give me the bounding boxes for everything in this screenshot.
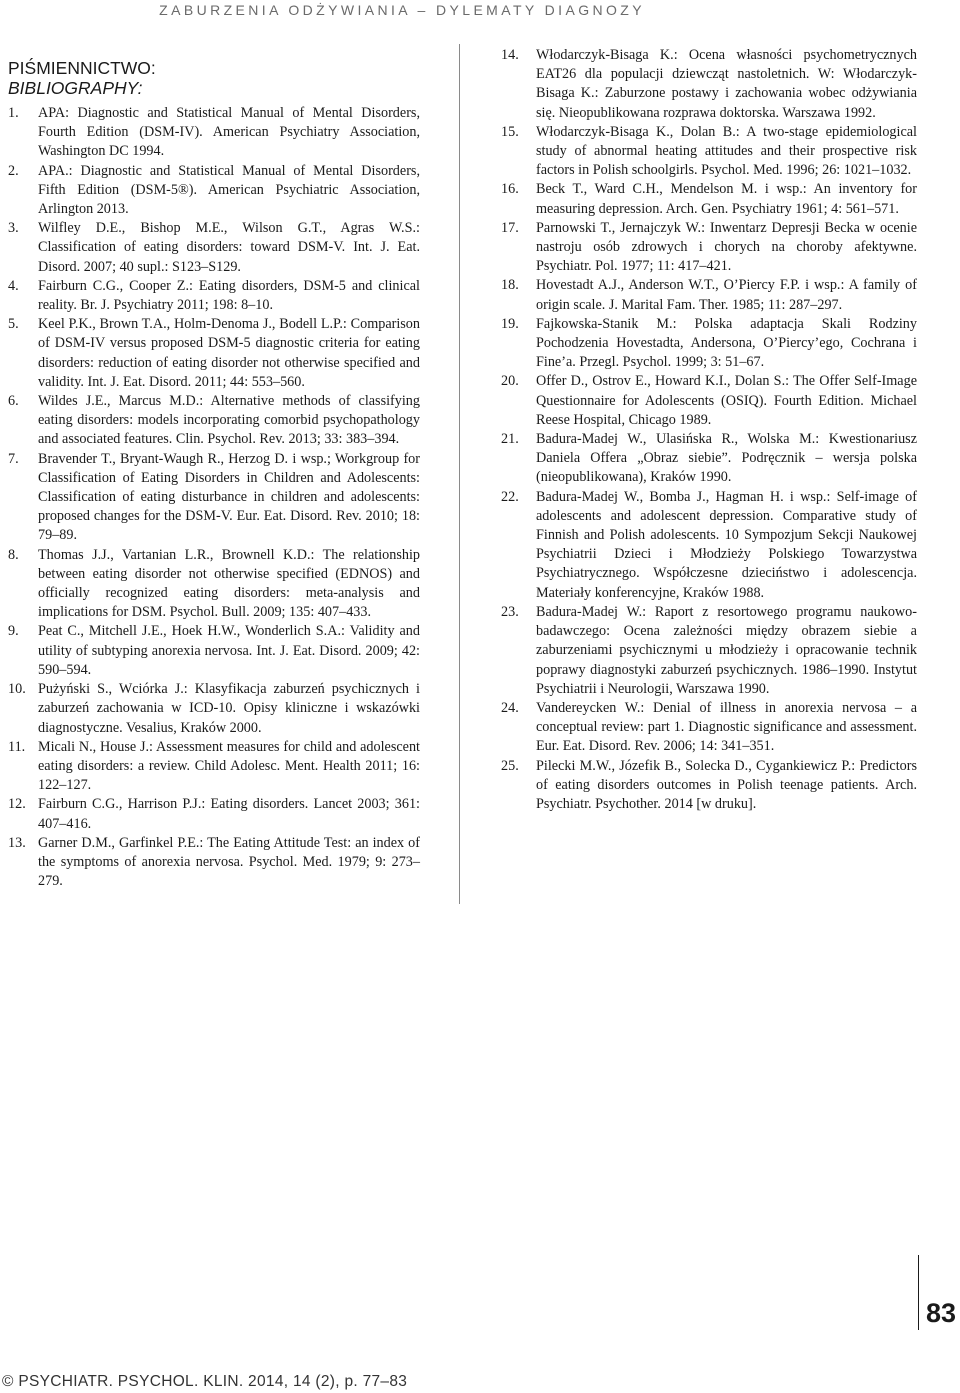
reference-text: Badura-Madej W.: Raport z resortowego programu naukowo-badawczego: Ocena zależności między obrazem siebie a zaburzeniami psychicznymi u młodzieży i opracowanie technik poprawy diagnostyki zaburzeń psychicznych. 1986–1990. Instytut Psychiatrii i Neurologii, Warszawa 1990.: [536, 603, 917, 697]
reference-text: Badura-Madej W., Ulasińska R., Wolska M.: Kwestionariusz Daniela Offera „Obraz siebie”. Podręcznik – wersja polska (nieopublikowana), Kraków 1990.: [536, 431, 917, 486]
reference-text: Thomas J.J., Vartanian L.R., Brownell K.D.: The relationship between eating disorder not otherwise specified (EDNOS) and officially recognized eating disorders: meta-analysis and implications for DSM. Psychol. Bull. 2009; 135: 407–433.: [38, 546, 420, 621]
reference-text: Pilecki M.W., Józefik B., Solecka D., Cygankiewicz P.: Predictors of eating disorders outcomes in Polish teenage patients. Arch. Psychiatr. Psychother. 2014 [w druku].: [536, 757, 917, 812]
references-column-right: [501, 46, 917, 814]
reference-number: 14.: [501, 47, 519, 63]
page-number: 83: [926, 1298, 957, 1328]
reference-item: [501, 180, 917, 218]
reference-text: Keel P.K., Brown T.A., Holm-Denoma J., Bodell L.P.: Comparison of DSM-IV versus proposed DSM-5 diagnostic criteria for eating disorders: reduction of eating disorder not otherwise specified and validity. Int. J. Eat. Disord. 2011; 44: 553–560.: [38, 316, 420, 390]
reference-item: [8, 622, 420, 680]
reference-number: 25.: [501, 757, 519, 774]
reference-item: [501, 372, 917, 430]
references-column-left: [8, 46, 420, 891]
reference-list-left: [8, 104, 420, 891]
reference-item: [8, 795, 420, 833]
reference-item: [501, 488, 917, 603]
reference-item: [8, 450, 420, 546]
reference-item: [8, 680, 420, 738]
reference-text: Bravender T., Bryant-Waugh R., Herzog D. i wsp.; Workgroup for Classification of Eating Disorders in Children and Adolescents: Classification of eating disturbance in children and adolescents: proposed changes for the DSM-V. Eur. Eat. Disord. Rev. 2010; 18: 79–89.: [38, 450, 420, 544]
reference-item: [501, 315, 917, 373]
reference-number: 23.: [501, 603, 519, 620]
reference-item: [501, 276, 917, 314]
reference-text: Wilfley D.E., Bishop M.E., Wilson G.T., Agras W.S.: Classification of eating disorders: toward DSM-V. Int. J. Eat. Disord. 2007; 40 supl.: S123–S129.: [38, 220, 420, 275]
reference-number: 10.: [8, 681, 26, 698]
reference-text: Włodarczyk-Bisaga K.: Ocena własności psychometrycznych EAT26 dla populacji dziewcząt nastoletnich. W: Włodarczyk-Bisaga K.: Zaburzone postawy i zachowania wobec odżywiania się. Nieopublikowana rozprawa doktorska. Warszawa 1992.: [536, 47, 917, 121]
reference-item: [501, 219, 917, 277]
reference-number: 18.: [501, 277, 519, 294]
reference-item: [501, 699, 917, 757]
reference-text: Badura-Madej W., Bomba J., Hagman H. i wsp.: Self-image of adolescents and adolescent depression. Comparative study of Finnish and Polish adolescents. 10 Sympozjum Sekcji Naukowej Psychiatrii Dzieci i Młodzieży Polskiego Towarzystwa Psychiatrycznego. Współczesne dzieciństwo i adolescencja. Materiały konferencyjne, Kraków 1988.: [536, 488, 917, 601]
reference-number: 6.: [8, 393, 19, 410]
reference-number: 4.: [8, 277, 19, 294]
section-title-pl: PIŚMIENNICTWO:: [8, 58, 156, 78]
reference-item: [8, 392, 420, 450]
reference-text: Pużyński S., Wciórka J.: Klasyfikacja zaburzeń psychicznych i zaburzeń zachowania w ICD-10. Opisy kliniczne i wskazówki diagnostyczne. Vesalius, Kraków 2000.: [38, 681, 420, 736]
section-title: [8, 58, 420, 98]
reference-text: APA.: Diagnostic and Statistical Manual of Mental Disorders, Fifth Edition (DSM-5®). American Psychiatric Association, Arlington 2013.: [38, 162, 420, 218]
reference-number: 11.: [8, 738, 26, 755]
reference-number: 24.: [501, 699, 519, 716]
reference-item: [501, 123, 917, 181]
reference-number: 21.: [501, 431, 519, 448]
reference-text: Fairburn C.G., Cooper Z.: Eating disorders, DSM-5 and clinical reality. Br. J. Psychiatry 2011; 198: 8–10.: [38, 277, 420, 314]
footer-citation: © PSYCHIATR. PSYCHOL. KLIN. 2014, 14 (2), p. 77–83: [2, 1373, 408, 1390]
reference-item: [8, 162, 420, 220]
reference-number: 2.: [8, 162, 19, 179]
reference-text: APA: Diagnostic and Statistical Manual of Mental Disorders, Fourth Edition (DSM-IV). American Psychiatry Association, Washington DC 1994.: [38, 105, 420, 160]
reference-text: Hovestadt A.J., Anderson W.T., O’Piercy F.P. i wsp.: A family of origin scale. J. Marital Fam. Ther. 1985; 11: 287–297.: [536, 277, 917, 313]
reference-number: 12.: [8, 796, 26, 813]
reference-number: 17.: [501, 219, 519, 236]
reference-number: 16.: [501, 181, 519, 198]
reference-number: 8.: [8, 546, 19, 563]
reference-number: 1.: [8, 105, 19, 121]
reference-text: Beck T., Ward C.H., Mendelson M. i wsp.: An inventory for measuring depression. Arch. Gen. Psychiatry 1961; 4: 561–571.: [536, 181, 917, 217]
reference-text: Vandereycken W.: Denial of illness in anorexia nervosa – a conceptual review: part 1. Diagnostic significance and assessment. Eur. Eat. Disord. Rev. 2006; 14: 341–351.: [536, 699, 917, 755]
reference-number: 13.: [8, 834, 26, 851]
reference-number: 20.: [501, 373, 519, 390]
reference-number: 5.: [8, 316, 19, 333]
reference-text: Fajkowska-Stanik M.: Polska adaptacja Skali Rodziny Pochodzenia Hovestadta, Andersona, O’Piercy’ego, Cochrana i Fine’a. Przegl. Psychol. 1999; 3: 51–67.: [536, 315, 917, 371]
reference-item: [501, 430, 917, 488]
reference-item: [8, 834, 420, 892]
column-divider: [459, 44, 460, 904]
running-header: ZABURZENIA ODŻYWIANIA – DYLEMATY DIAGNOZY: [159, 2, 645, 18]
reference-item: [501, 757, 917, 815]
reference-text: Parnowski T., Jernajczyk W.: Inwentarz Depresji Becka w ocenie nastroju osób zdrowych i chorych na choroby afektywne. Psychiatr. Pol. 1977; 11: 417–421.: [536, 219, 917, 275]
reference-number: 3.: [8, 220, 19, 237]
reference-number: 9.: [8, 623, 19, 640]
reference-text: Fairburn C.G., Harrison P.J.: Eating disorders. Lancet 2003; 361: 407–416.: [38, 796, 420, 832]
reference-item: [8, 738, 420, 796]
reference-number: 7.: [8, 450, 19, 467]
reference-text: Garner D.M., Garfinkel P.E.: The Eating Attitude Test: an index of the symptoms of anorexia nervosa. Psychol. Med. 1979; 9: 273–279.: [38, 834, 420, 890]
reference-number: 22.: [501, 488, 519, 505]
reference-number: 15.: [501, 123, 519, 140]
reference-item: [8, 219, 420, 277]
reference-number: 19.: [501, 315, 519, 332]
reference-text: Włodarczyk-Bisaga K., Dolan B.: A two-stage epidemiological study of abnormal heating attitudes and their prospective risk factors in Polish schoolgirls. Psychol. Med. 1996; 26: 1021–1032.: [536, 123, 917, 179]
page-number-rule: [918, 1255, 919, 1330]
reference-list-right: [501, 46, 917, 814]
reference-item: [501, 603, 917, 699]
reference-text: Micali N., House J.: Assessment measures for child and adolescent eating disorders: a review. Child Adolesc. Ment. Health 2011; 16: 122–127.: [38, 738, 420, 794]
reference-item: [8, 104, 420, 162]
reference-text: Wildes J.E., Marcus M.D.: Alternative methods of classifying eating disorders: models incorporating comorbid psychopathology and associated features. Clin. Psychol. Rev. 2013; 33: 383–394.: [38, 393, 420, 448]
reference-item: [8, 277, 420, 315]
reference-text: Peat C., Mitchell J.E., Hoek H.W., Wonderlich S.A.: Validity and utility of subtyping anorexia nervosa. Int. J. Eat. Disord. 2009; 42: 590–594.: [38, 623, 420, 678]
reference-text: Offer D., Ostrov E., Howard K.I., Dolan S.: The Offer Self-Image Questionnaire for Adolescents (OSIQ). Fourth Edition. Michael Reese Hospital, Chicago 1989.: [536, 373, 917, 428]
section-title-en: BIBLIOGRAPHY:: [8, 78, 143, 98]
reference-item: [8, 546, 420, 623]
reference-item: [501, 46, 917, 123]
reference-item: [8, 315, 420, 392]
